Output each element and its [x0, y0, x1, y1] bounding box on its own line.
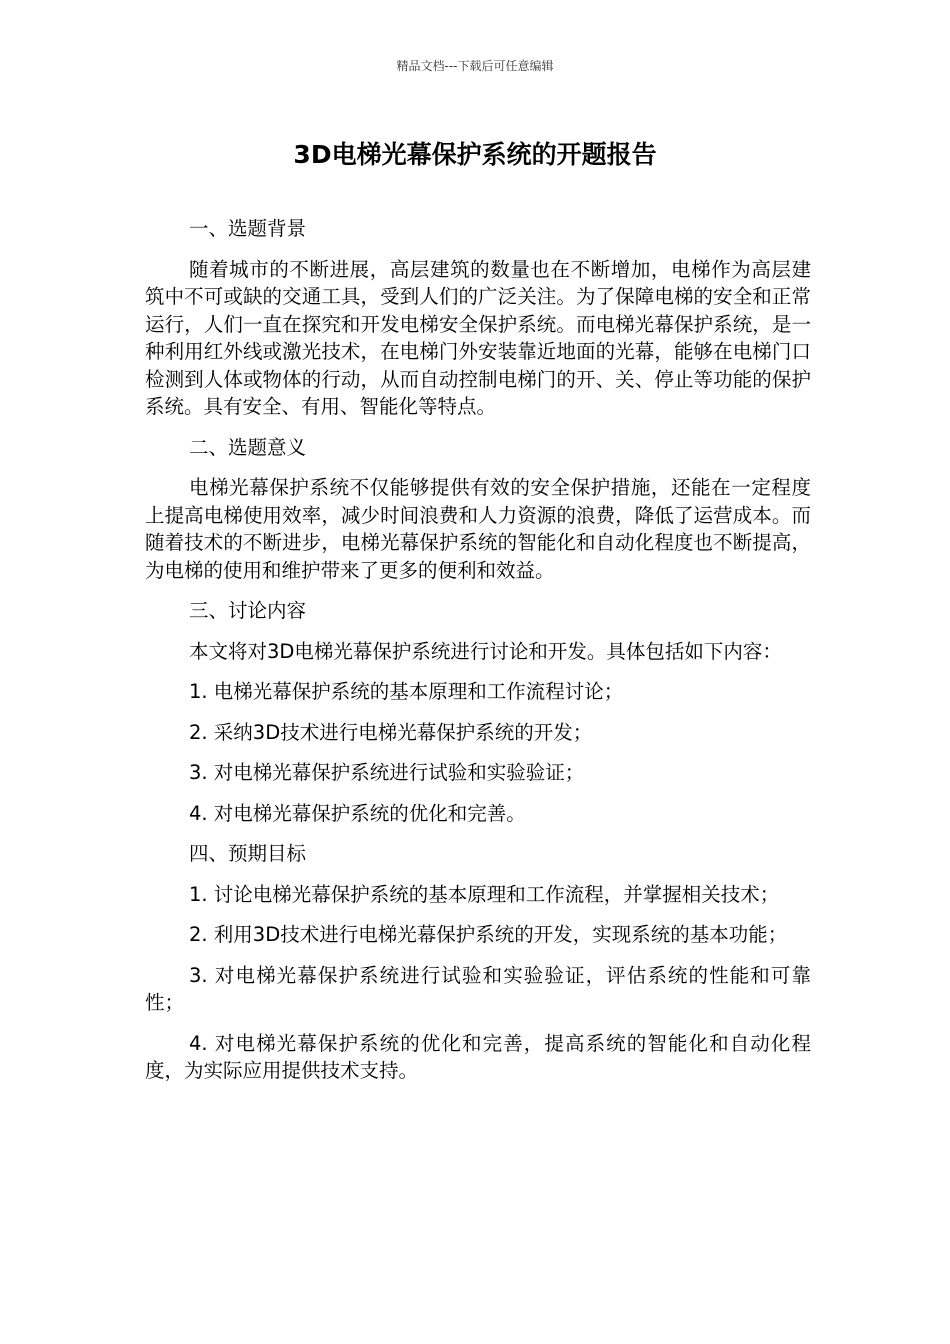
- list-item: 3. 对电梯光幕保护系统进行试验和实验验证，评估系统的性能和可靠性；: [145, 963, 811, 1014]
- list-item: 3. 对电梯光幕保护系统进行试验和实验验证；: [189, 761, 585, 784]
- list-item: 1. 电梯光幕保护系统的基本原理和工作流程讨论；: [189, 680, 624, 703]
- paragraph: 电梯光幕保护系统不仅能够提供有效的安全保护措施，还能在一定程度上提高电梯使用效率，减少时间浪费和人力资源的浪费，降低了运营成本。而随着技术的不断进步，电梯光幕保护系统的智能化和自动化程度也不断提高，为电梯的使用和维护带来了更多的便利和效益。: [145, 476, 811, 582]
- section-heading-significance: 二、选题意义: [189, 435, 307, 459]
- section-heading-background: 一、选题背景: [189, 217, 307, 240]
- list-item: 2. 采纳3D技术进行电梯光幕保护系统的开发；: [189, 720, 593, 744]
- document-body: [145, 215, 811, 1098]
- section-heading-content: 三、讨论内容: [189, 599, 307, 622]
- paragraph: 本文将对3D电梯光幕保护系统进行讨论和开发。具体包括如下内容：: [189, 639, 782, 663]
- section-heading-goals: 四、预期目标: [189, 842, 307, 865]
- document-title: 3D电梯光幕保护系统的开题报告: [293, 140, 657, 169]
- list-item: 2. 利用3D技术进行电梯光幕保护系统的开发，实现系统的基本功能；: [189, 923, 788, 946]
- list-item: 4. 对电梯光幕保护系统的优化和完善。: [189, 801, 526, 825]
- header-note: 精品文档---下载后可任意编辑: [396, 59, 554, 73]
- paragraph: 随着城市的不断进展，高层建筑的数量也在不断增加，电梯作为高层建筑中不可或缺的交通工具，受到人们的广泛关注。为了保障电梯的安全和正常运行，人们一直在探究和开发电梯安全保护系统。而电梯光幕保护系统，是一种利用红外线或激光技术，在电梯门外安装靠近地面的光幕，能够在电梯门口检测到人体或物体的行动，从而自动控制电梯门的开、关、停止等功能的保护系统。具有安全、有用、智能化等特点。: [145, 257, 811, 418]
- list-item: 4. 对电梯光幕保护系统的优化和完善，提高系统的智能化和自动化程度，为实际应用提供技术支持。: [145, 1031, 811, 1082]
- list-item: 1. 讨论电梯光幕保护系统的基本原理和工作流程，并掌握相关技术；: [189, 882, 780, 906]
